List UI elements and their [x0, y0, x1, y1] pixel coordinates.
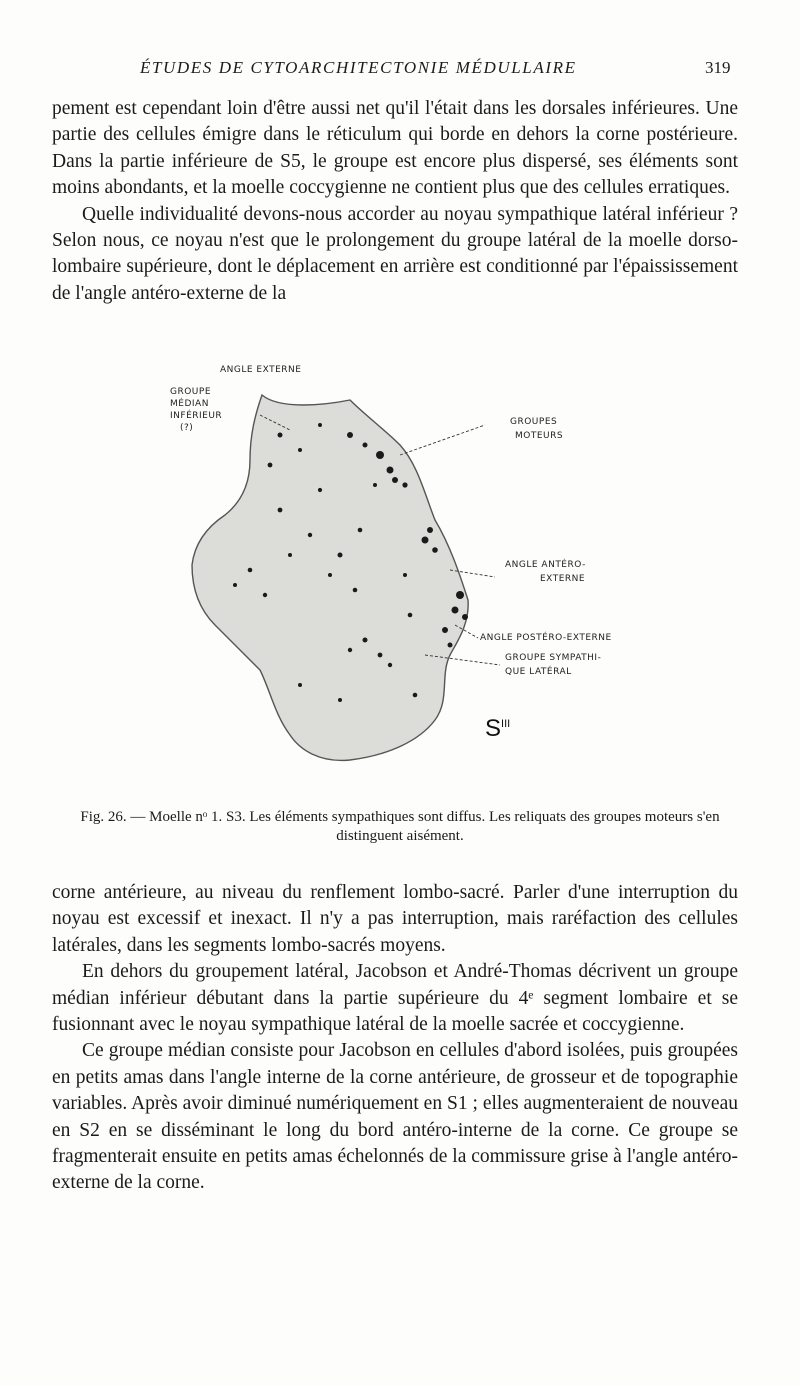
- annotation-groupe-median: INFÉRIEUR: [170, 411, 223, 421]
- annotation-groupe-median: (?): [180, 423, 194, 433]
- paragraph: pement est cependant loin d'être aussi net qu'il l'était dans les dorsales inférieures. Une partie des cellules émigre dans le réticulum qui borde en dehors la corne postérieure. Dans la partie inférieure de S5, le groupe est encore plus dispersé, ses éléments sont moins abondants, et la moelle coccygienne ne contient plus que des cellules erratiques.: [52, 98, 738, 199]
- annotation-groupe-sympathique: GROUPE SYMPATHI-: [505, 653, 602, 663]
- annotation-groupes-moteurs: GROUPES: [510, 417, 558, 427]
- body-text-top: [52, 96, 738, 307]
- annotation-groupe-sympathique: QUE LATÉRAL: [505, 667, 572, 677]
- body-text-bottom: [52, 880, 738, 1197]
- annotation-angle-postero-externe: ANGLE POSTÉRO-EXTERNE: [480, 633, 612, 643]
- paragraph: Quelle individualité devons-nous accorder au noyau sympathique latéral inférieur ? Selon nous, ce noyau n'est que le prolongement du groupe latéral de la moelle dorso-lombaire supérieure, dont le déplacement en arrière est conditionné par l'épaississement de l'angle antéro-externe de la: [52, 203, 738, 304]
- caption-label: Fig. 26.: [80, 809, 127, 825]
- paragraph: Ce groupe médian consiste pour Jacobson en cellules d'abord isolées, puis groupées en petits amas dans l'angle interne de la corne antérieure, de grosseur et de topographie variables. Après avoir diminué numériquement en S1 ; elles augmenteraient de nouveau en S2 en se disséminant le long du bord antéro-interne de la corne. Ce groupe se fragmenterait ensuite en petits amas échelonnés de la commissure grise à l'angle antéro-externe de la corne.: [52, 1040, 738, 1194]
- running-title: ÉTUDES DE CYTOARCHITECTONIE MÉDULLAIRE: [140, 58, 577, 77]
- annotation-angle-antero-externe: EXTERNE: [540, 574, 586, 584]
- annotation-angle-externe: ANGLE EXTERNE: [220, 365, 302, 375]
- grey-matter-section: [192, 395, 468, 760]
- annotation-groupe-median: MÉDIAN: [170, 399, 209, 409]
- spinal-cord-section-drawing: [150, 355, 750, 795]
- paragraph: corne antérieure, au niveau du renflement lombo-sacré. Parler d'une interruption du noyau est excessif et inexact. Il n'y a pas interruption, mais raréfaction des cellules latérales, dans les segments lombo-sacrés moyens.: [52, 882, 738, 956]
- segment-label: $S^{III}$: [485, 715, 511, 742]
- annotation-angle-antero-externe: ANGLE ANTÉRO-: [505, 560, 586, 570]
- caption-text: — Moelle nᵒ 1. S3. Les éléments sympathiques sont diffus. Les reliquats des groupes moteurs s'en distinguent aisément.: [130, 809, 720, 844]
- annotation-groupe-median: GROUPE: [170, 387, 212, 397]
- annotation-groupes-moteurs: MOTEURS: [515, 431, 564, 441]
- page-header: [0, 58, 800, 84]
- figure-caption: [50, 808, 750, 846]
- page-number: 319: [705, 58, 731, 77]
- paragraph: En dehors du groupement latéral, Jacobson et André-Thomas décrivent un groupe médian inférieur débutant dans la partie supérieure du 4ᵉ segment lombaire et se fusionnant avec le noyau sympathique latéral de la moelle sacrée et coccygienne.: [52, 961, 738, 1036]
- figure-26: [150, 355, 750, 795]
